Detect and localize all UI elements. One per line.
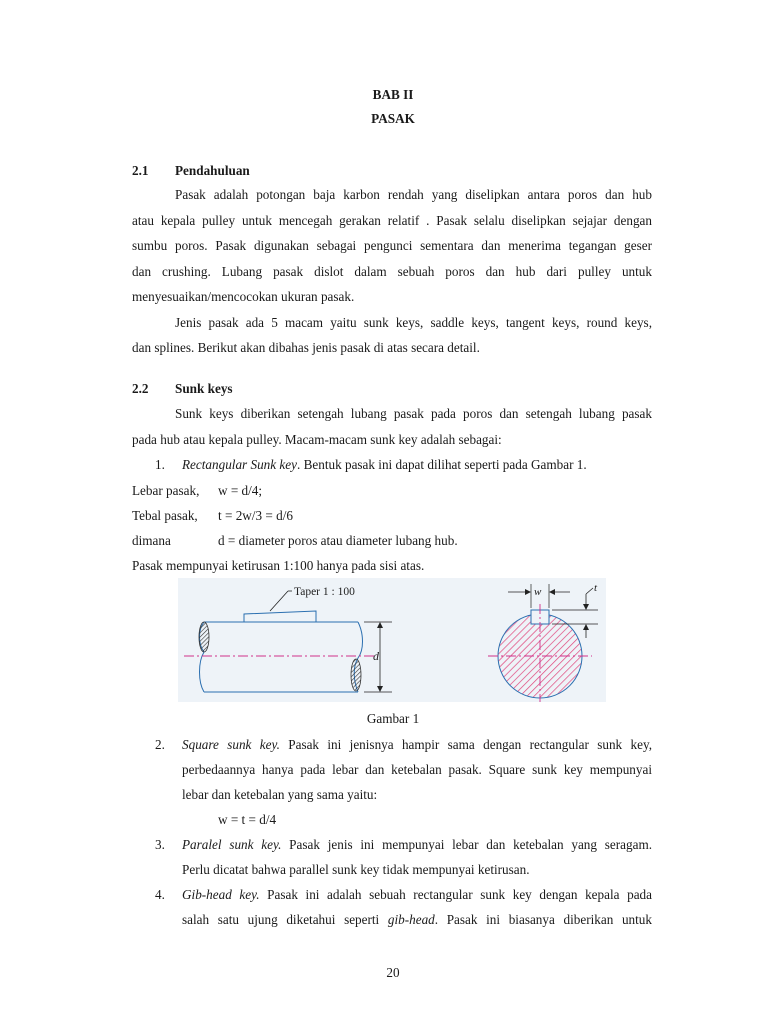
right-section-hatch	[351, 659, 361, 691]
paragraph-line: dan crushing. Lubang pasak dislot dalam sebuah poros dan hub dari pulley untuk	[132, 264, 652, 279]
formula-value: t = 2w/3 = d/6	[218, 508, 293, 523]
section-title: Pendahuluan	[175, 163, 250, 178]
term: gib-head	[387, 912, 435, 927]
term: Paralel sunk key.	[182, 837, 282, 852]
list-item-line: lebar dan ketebalan yang sama yaitu:	[182, 787, 378, 802]
width-label: w	[534, 586, 542, 598]
list-item-line	[182, 911, 652, 929]
list-item-text	[182, 736, 652, 754]
paragraph-line: Jenis pasak ada 5 macam yaitu sunk keys, saddle keys, tangent keys, round keys,	[175, 315, 652, 330]
diameter-label: d	[373, 649, 379, 663]
formula-value: d = diameter poros atau diameter lubang hub.	[218, 533, 458, 548]
list-item-line: perbedaannya hanya pada lebar dan ketebalan pasak. Square sunk key mempunyai	[182, 762, 652, 777]
description: Pasak ini jenisnya hampir sama dengan rectangular sunk key,	[279, 737, 652, 752]
list-number: 4.	[155, 887, 165, 902]
formula-label: dimana	[132, 533, 171, 548]
list-number: 3.	[155, 837, 165, 852]
paragraph-line: dan splines. Berikut akan dibahas jenis pasak di atas secara detail.	[132, 340, 480, 355]
paragraph-line: Sunk keys diberikan setengah lubang pasak pada poros dan setengah lubang pasak	[175, 406, 652, 421]
text-fragment: salah satu ujung diketahui seperti	[182, 912, 388, 927]
chapter-heading: BAB II	[372, 87, 414, 102]
section-number: 2.1	[132, 163, 149, 178]
thickness-label: t	[594, 582, 598, 594]
key-figure	[178, 578, 606, 702]
formula-value: w = d/4;	[218, 483, 263, 498]
list-number: 1.	[155, 457, 165, 472]
figure-caption: Gambar 1	[366, 711, 420, 726]
left-section-hatch	[199, 622, 209, 652]
list-number: 2.	[155, 737, 165, 752]
text-fragment: . Pasak ini biasanya diberikan untuk	[434, 912, 652, 927]
page-number: 20	[386, 965, 400, 980]
description: . Bentuk pasak ini dapat dilihat seperti pada Gambar 1.	[296, 457, 587, 472]
paragraph-line: atau kepala pulley untuk mencegah gerakan relatif . Pasak selalu diselipkan sejajar dengan	[132, 213, 652, 228]
description: Pasak jenis ini mempunyai lebar dan ketebalan yang seragam.	[281, 837, 653, 852]
formula-label: Lebar pasak,	[132, 483, 200, 498]
formula-label: Tebal pasak,	[132, 508, 198, 523]
paragraph-line: pada hub atau kepala pulley. Macam-macam sunk key adalah sebagai:	[132, 432, 502, 447]
term: Square sunk key.	[182, 737, 280, 752]
paragraph-line: menyesuaikan/mencocokan ukuran pasak.	[132, 289, 355, 304]
paragraph-line: sumbu poros. Pasak digunakan sebagai pengunci sementara dan menerima tegangan geser	[132, 238, 652, 253]
list-item-text	[182, 886, 652, 904]
section-title: Sunk keys	[175, 381, 233, 396]
list-item-text	[182, 456, 587, 474]
term: Rectangular Sunk key	[182, 457, 297, 472]
list-item-text	[182, 836, 652, 854]
description: Pasak ini adalah sebuah rectangular sunk key dengan kepala pada	[259, 887, 652, 902]
chapter-title: PASAK	[371, 111, 415, 126]
term: Gib-head key.	[182, 887, 260, 902]
taper-note: Pasak mempunyai ketirusan 1:100 hanya pada sisi atas.	[132, 558, 425, 573]
section-number: 2.2	[132, 381, 149, 396]
paragraph-line: Pasak adalah potongan baja karbon rendah yang diselipkan antara poros dan hub	[175, 187, 652, 202]
formula-value: w = t = d/4	[218, 812, 277, 827]
list-item-line: Perlu dicatat bahwa parallel sunk key tidak mempunyai ketirusan.	[182, 862, 530, 877]
taper-label: Taper 1 : 100	[294, 586, 355, 598]
